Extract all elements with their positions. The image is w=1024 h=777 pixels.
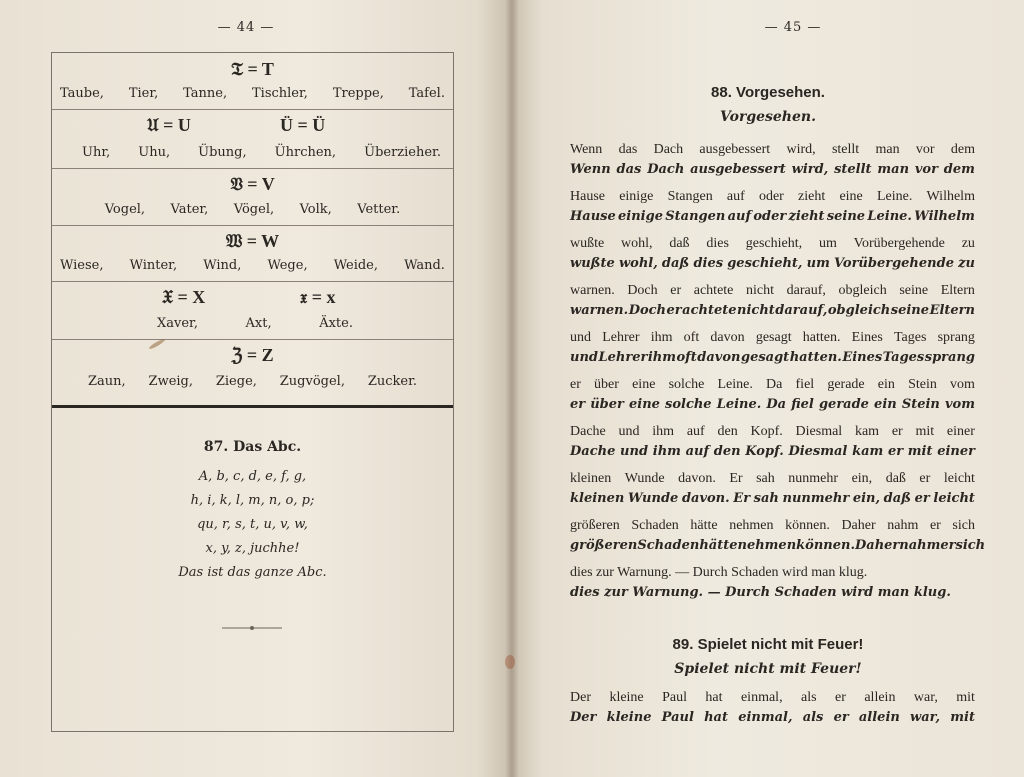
word: leicht (943, 471, 975, 486)
word: wird, (791, 162, 829, 177)
word: wird, (786, 142, 816, 157)
word: dies (706, 236, 729, 251)
word: einmal, (738, 710, 793, 725)
word: Vorübergehende (834, 256, 954, 271)
alphabet-block-u (52, 109, 453, 169)
word: dies (693, 256, 724, 271)
text-row (570, 330, 975, 377)
word: Wunde (627, 491, 679, 506)
word: Vorübergehende (853, 236, 945, 251)
word: Weide, (333, 258, 379, 273)
word: oder (758, 189, 784, 204)
word: zieht (788, 209, 825, 224)
section-89-text (570, 690, 975, 737)
word: Eines (851, 330, 883, 345)
section-divider (52, 405, 453, 408)
word: Dach (653, 142, 684, 157)
word: als (802, 710, 824, 725)
word: Vetter. (357, 202, 401, 217)
word: davon. (678, 471, 716, 486)
text-row (570, 189, 975, 236)
word: Ziege, (215, 374, 257, 389)
alphabet-block-v (52, 168, 453, 226)
word: war, (910, 710, 941, 725)
word: hatten. (802, 330, 841, 345)
word: er (887, 444, 904, 459)
word: Zugvögel, (279, 374, 345, 389)
letter-pair: 𝔗 = T (231, 59, 274, 79)
alphabet-block-x (52, 281, 453, 340)
word: Da (766, 397, 787, 412)
word: Tier, (128, 86, 159, 101)
verse-line: h, i, k, l, m, n, o, p; (190, 493, 315, 508)
word: Wilhelm (926, 189, 975, 204)
word: Diesmal (788, 444, 848, 459)
word: seine (826, 209, 866, 224)
word: das (616, 162, 642, 177)
word: sah (756, 471, 775, 486)
word: nunmehr (782, 491, 850, 506)
word: Stangen (665, 209, 726, 224)
fraktur-line (570, 397, 975, 412)
word: seine (890, 303, 930, 318)
word: vom (944, 397, 975, 412)
word: Lehrer (598, 350, 648, 365)
word: davon. (681, 491, 730, 506)
word: daß (661, 256, 690, 271)
word: gerade (818, 397, 869, 412)
word: und (618, 424, 640, 439)
word-list (88, 374, 417, 389)
fraktur-line (570, 491, 975, 506)
alphabet-table (51, 52, 454, 732)
word: einige (619, 189, 654, 204)
word: daß (669, 236, 690, 251)
word: er (919, 471, 931, 486)
letter-pair: 𝔘 = U (147, 115, 191, 135)
word: über (590, 397, 624, 412)
word: Axt, (245, 316, 272, 331)
word: Dache (570, 444, 616, 459)
word: er (940, 538, 956, 553)
word: können. (785, 518, 830, 533)
word: geschieht, (745, 236, 803, 251)
word: seine (899, 283, 929, 298)
word: Winter, (129, 258, 178, 273)
word: darauf, (775, 303, 828, 318)
word: davon (710, 330, 745, 345)
word: Tafel. (408, 86, 445, 101)
word: obgleich (827, 303, 891, 318)
letter-pair: ℨ = Z (231, 345, 274, 365)
word: Wenn (570, 162, 611, 177)
word: Stein (901, 397, 940, 412)
word: Volk, (299, 202, 332, 217)
word: man (875, 142, 900, 157)
word-list (60, 86, 445, 101)
text-row (570, 565, 975, 612)
word: einer (937, 444, 975, 459)
text-row (570, 424, 975, 471)
word: war, (913, 690, 938, 705)
page-number-left: — 44 — (217, 20, 275, 35)
word: Tages (882, 350, 925, 365)
word: fiel (791, 397, 814, 412)
word: vor (914, 162, 938, 177)
word: warnen. (570, 283, 615, 298)
word: größeren (570, 538, 638, 553)
word: solche (665, 397, 712, 412)
text-row (570, 377, 975, 424)
word: ein, (852, 491, 880, 506)
word: Daher (855, 538, 900, 553)
word: mit (950, 710, 975, 725)
word: sprang (924, 350, 975, 365)
word: Übung, (198, 145, 247, 160)
word: Stein (908, 377, 937, 392)
word: Vater, (170, 202, 209, 217)
word: Eines (842, 350, 883, 365)
word: und (570, 330, 591, 345)
word: Diesmal (795, 424, 843, 439)
word: er (666, 303, 682, 318)
word: ihm (647, 350, 676, 365)
word: er (570, 377, 581, 392)
word: Ührchen, (274, 145, 337, 160)
word: Leine. (876, 189, 913, 204)
word: wohl, (621, 236, 653, 251)
word: er (570, 397, 586, 412)
fraktur-line (570, 710, 975, 725)
alphabet-block-t (52, 53, 453, 110)
word: nehmen (737, 538, 797, 553)
word: kleine (606, 710, 652, 725)
section-88-heading (512, 84, 1024, 125)
word: einige (618, 209, 663, 224)
word: Überzieher. (364, 145, 441, 160)
word: ihm (652, 444, 681, 459)
word: zieht (798, 189, 826, 204)
word: eine (839, 189, 863, 204)
word: daß (885, 471, 906, 486)
word: Daher (841, 518, 876, 533)
word: darauf, (786, 283, 826, 298)
word: dem (950, 142, 975, 157)
verse-line: Das ist das ganze Abc. (178, 565, 327, 580)
word: Uhr, (82, 145, 111, 160)
text-row (570, 236, 975, 283)
fraktur-line (570, 444, 975, 459)
word: eine (632, 377, 656, 392)
word: dem (943, 162, 975, 177)
word: sich (952, 518, 975, 533)
text-row (570, 142, 975, 189)
latin-line: dies zur Warnung. — Durch Schaden wird man klug. (570, 565, 868, 580)
word: Dache (570, 424, 606, 439)
word: gesagt (740, 350, 790, 365)
word: mit (915, 424, 935, 439)
latin-line (570, 690, 975, 706)
word: Er (729, 471, 743, 486)
word: wußte (570, 256, 615, 271)
word: gesagt (755, 330, 792, 345)
word: Paul (662, 690, 687, 705)
word: leicht (933, 491, 975, 506)
word: Der (570, 710, 597, 725)
paper-stain (505, 655, 515, 669)
page-number-right: — 45 — (764, 20, 822, 35)
verse-line: x, y, z, juchhe! (205, 541, 300, 556)
word: gerade (827, 377, 865, 392)
word: ein (877, 377, 895, 392)
word: Dach (647, 162, 685, 177)
word: Wege, (267, 258, 308, 273)
word: Taube, (60, 86, 104, 101)
word: auf (726, 189, 745, 204)
section-89-title-fraktur: Spielet nicht mit Feuer! (674, 661, 862, 677)
fraktur-line (570, 162, 975, 177)
word: er (670, 283, 682, 298)
word: oft (683, 330, 700, 345)
word: Tischler, (252, 86, 308, 101)
word: er (891, 424, 903, 439)
word: Tanne, (183, 86, 228, 101)
latin-line (570, 471, 975, 487)
word: über (594, 377, 619, 392)
word: vom (950, 377, 975, 392)
word: ein (874, 397, 897, 412)
word: Wenn (570, 142, 603, 157)
word: hatten. (789, 350, 842, 365)
word: ihm (652, 424, 675, 439)
word: nicht (737, 303, 775, 318)
word: Kopf. (750, 424, 783, 439)
word: Zweig, (148, 374, 193, 389)
fraktur-line (570, 303, 975, 318)
verse-line: qu, r, s, t, u, v, w, (197, 517, 308, 532)
fraktur-line (570, 256, 975, 271)
letter-pair: 𝔛 = X (162, 287, 206, 307)
word: allein (858, 710, 900, 725)
section-89-heading (512, 636, 1024, 677)
word: um (818, 236, 837, 251)
word: Xaver, (157, 316, 198, 331)
word: Schaden (637, 538, 700, 553)
word-list (82, 145, 441, 160)
word: Vögel, (233, 202, 275, 217)
word: kleine (609, 690, 644, 705)
text-row (570, 518, 986, 565)
word: hätte (699, 538, 738, 553)
word: er (914, 491, 930, 506)
word: Wiese, (60, 258, 104, 273)
section-87 (52, 439, 453, 585)
latin-line (570, 142, 975, 158)
word: stellt (834, 162, 872, 177)
word: Zaun, (88, 374, 126, 389)
word: Tages (893, 330, 927, 345)
text-row (570, 283, 975, 330)
word-list (157, 316, 353, 331)
section-88-title-fraktur: Vorgesehen. (720, 109, 816, 125)
word: wohl, (618, 256, 658, 271)
word: man (877, 162, 910, 177)
word: Vogel, (104, 202, 146, 217)
word: das (618, 142, 638, 157)
word: oder (753, 209, 787, 224)
verse-line: A, b, c, d, e, f, g, (198, 469, 307, 484)
word: solche (668, 377, 705, 392)
word: hätte (690, 518, 718, 533)
word: ein, (851, 471, 873, 486)
word: stellt (831, 142, 860, 157)
word: einmal, (740, 690, 783, 705)
word: fiel (795, 377, 815, 392)
word: wußte (570, 236, 605, 251)
latin-line (570, 518, 975, 534)
word: er (833, 710, 849, 725)
word: geschieht, (727, 256, 803, 271)
letter-pair: Ü = Ü (280, 115, 326, 135)
word: nahm (887, 518, 919, 533)
word: Er (733, 491, 751, 506)
word: daß (883, 491, 912, 506)
latin-line (570, 189, 975, 205)
word: vor (915, 142, 935, 157)
word: Eltern (929, 303, 975, 318)
word: ausgebessert (690, 162, 786, 177)
word: als (801, 690, 817, 705)
word: nahm (899, 538, 941, 553)
word: sah (753, 491, 779, 506)
letter-pair: 𝔙 = V (230, 174, 275, 194)
word: kam (854, 424, 880, 439)
word: hat (704, 710, 728, 725)
word: Doch (628, 303, 666, 318)
letter-pair: 𝔵 = x (300, 287, 336, 307)
word: den (713, 444, 741, 459)
word: Hause (570, 209, 616, 224)
word: Hause (570, 189, 605, 204)
word: Paul (661, 710, 694, 725)
word: Der (570, 690, 591, 705)
text-row (570, 690, 975, 737)
section-89-title: 89. Spielet nicht mit Feuer! (672, 636, 864, 653)
word: mit (956, 690, 975, 705)
word: Wunde (624, 471, 665, 486)
alphabet-block-w (52, 225, 453, 282)
letter-pair: 𝔚 = W (225, 231, 280, 251)
word: und (620, 444, 649, 459)
ornament-divider (222, 625, 282, 631)
word: kam (852, 444, 884, 459)
text-row (570, 471, 975, 518)
word: Doch (627, 283, 658, 298)
word: nehmen (729, 518, 774, 533)
word: mit (907, 444, 933, 459)
latin-line (570, 377, 975, 393)
word: ausgebessert (699, 142, 771, 157)
word: und (570, 350, 598, 365)
fraktur-line (570, 209, 975, 224)
section-88-title: 88. Vorgesehen. (711, 84, 825, 101)
word: nunmehr (788, 471, 839, 486)
word: auf (685, 444, 710, 459)
word: auf (727, 209, 752, 224)
word: Stangen (667, 189, 713, 204)
word: Kopf. (745, 444, 784, 459)
word-list (60, 258, 445, 273)
word: Wand. (404, 258, 445, 273)
word: zu (961, 236, 975, 251)
fraktur-line (570, 350, 975, 365)
word: er (835, 690, 846, 705)
word: er (929, 518, 941, 533)
fraktur-line: dies zur Warnung. — Durch Schaden wird man klug. (570, 585, 951, 600)
word: Leine. (716, 397, 762, 412)
word: kleinen (570, 471, 612, 486)
word: Uhu, (138, 145, 171, 160)
word: warnen. (570, 303, 629, 318)
latin-line (570, 283, 975, 299)
word: eine (628, 397, 660, 412)
alphabet-block-z (52, 339, 453, 401)
word: können. (796, 538, 855, 553)
word: einer (946, 424, 975, 439)
word: sprang (937, 330, 975, 345)
word: obgleich (838, 283, 887, 298)
word: Treppe, (332, 86, 384, 101)
section-87-title: 87. Das Abc. (203, 439, 302, 455)
word: Leine. (717, 377, 753, 392)
word: Eltern (940, 283, 975, 298)
latin-line (570, 330, 975, 346)
word: ihm (650, 330, 673, 345)
latin-line (570, 236, 975, 252)
word: Wilhelm (914, 209, 975, 224)
word: Äxte. (319, 316, 353, 331)
section-88-text (570, 142, 986, 612)
word: oft (676, 350, 697, 365)
word: sich (955, 538, 986, 553)
word: achtete (682, 303, 737, 318)
word: zu (958, 256, 975, 271)
word: hat (705, 690, 723, 705)
word: Schaden (631, 518, 679, 533)
word: kleinen (570, 491, 625, 506)
word: den (717, 424, 738, 439)
word: nicht (746, 283, 774, 298)
word-list (92, 202, 413, 217)
fraktur-line (570, 538, 986, 553)
word: um (806, 256, 830, 271)
word: Leine. (867, 209, 912, 224)
word: achtete (693, 283, 734, 298)
word: Zucker. (367, 374, 417, 389)
latin-line (570, 424, 975, 440)
word: Wind, (203, 258, 242, 273)
word: Da (766, 377, 783, 392)
word: davon (697, 350, 741, 365)
word: allein (864, 690, 896, 705)
word: auf (686, 424, 705, 439)
word: Lehrer (602, 330, 640, 345)
word: größeren (570, 518, 620, 533)
